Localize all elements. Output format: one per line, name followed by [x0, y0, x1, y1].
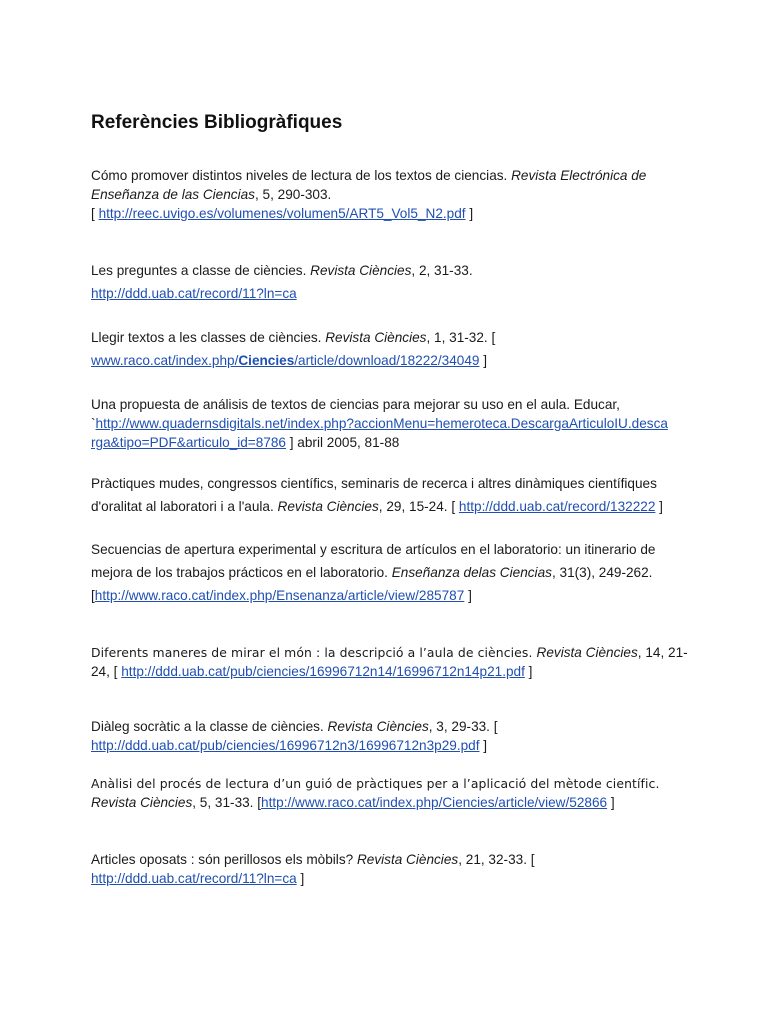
reference-6-link[interactable]: http://www.raco.cat/index.php/Ensenanza/article/view/285787 — [94, 588, 465, 603]
reference-3: Llegir textos a les classes de ciències. Revista Ciències, 1, 31-32. [ www.raco.cat/index.php/Ciencies/article/download/18222/34049 ] — [91, 330, 496, 368]
reference-9-link[interactable]: http://www.raco.cat/index.php/Ciencies/article/view/52866 — [261, 795, 608, 810]
reference-8-link[interactable]: http://ddd.uab.cat/pub/ciencies/16996712n3/16996712n3p29.pdf — [91, 738, 480, 753]
reference-1: Cómo promover distintos niveles de lectura de los textos de ciencias. Revista Electrónica de Enseñanza de las Ciencias, 5, 290-303. [ http://reec.uvigo.es/volumenes/volumen5/ART5_Vol5_N2.pdf ] — [91, 168, 647, 221]
reference-2-link[interactable]: http://ddd.uab.cat/record/11?ln=ca — [91, 286, 297, 301]
page-title: Referències Bibliogràfiques — [91, 112, 343, 133]
reference-7-link[interactable]: http://ddd.uab.cat/pub/ciencies/16996712n14/16996712n14p21.pdf — [121, 664, 525, 679]
reference-5: Pràctiques mudes, congressos científics, seminaris de recerca i altres dinàmiques científiques d'oralitat al laboratori i a l'aula. Revista Ciències, 29, 15-24. [ http://ddd.uab.cat/record/132222 ] — [91, 476, 663, 514]
reference-4: Una propuesta de análisis de textos de ciencias para mejorar su uso en el aula. Educar, `http://www.quadernsdigitals.net/index.php?accionMenu=hemeroteca.DescargaArticuloIU.desca rga&tipo=PDF&articulo_id=8786 ] abril 2005, 81-88 — [91, 397, 668, 450]
reference-4-link-part-2[interactable]: rga&tipo=PDF&articulo_id=8786 — [91, 435, 286, 450]
reference-5-link[interactable]: http://ddd.uab.cat/record/132222 — [458, 499, 656, 514]
reference-6: Secuencias de apertura experimental y escritura de artículos en el laboratorio: un itinerario de mejora de los trabajos prácticos en el laboratorio. Enseñanza delas Ciencias, 31(3), 249-262. [http://www.raco.cat/index.php/Ensenanza/article/view/285787 ] — [91, 542, 656, 603]
reference-3-link[interactable]: www.raco.cat/index.php/Ciencies/article/download/18222/34049 — [91, 353, 480, 368]
reference-9: Anàlisi del procés de lectura d’un guió de pràctiques per a l’aplicació del mètode científic. Revista Ciències, 5, 31-33. [http://www.raco.cat/index.php/Ciencies/article/view/52866 ] — [91, 776, 660, 810]
reference-1-link[interactable]: http://reec.uvigo.es/volumenes/volumen5/ART5_Vol5_N2.pdf — [98, 206, 466, 221]
reference-4-link-part-1[interactable]: http://www.quadernsdigitals.net/index.php?accionMenu=hemeroteca.DescargaArticuloIU.desca — [95, 416, 668, 431]
reference-10: Articles oposats : són perillosos els mòbils? Revista Ciències, 21, 32-33. [ http://ddd.uab.cat/record/11?ln=ca ] — [91, 852, 535, 886]
reference-10-link[interactable]: http://ddd.uab.cat/record/11?ln=ca — [91, 871, 297, 886]
reference-2: Les preguntes a classe de ciències. Revista Ciències, 2, 31-33. http://ddd.uab.cat/record/11?ln=ca — [91, 263, 473, 301]
reference-7: Diferents maneres de mirar el món : la descripció a l’aula de ciències. Revista Ciències, 14, 21- 24, [ http://ddd.uab.cat/pub/ciencies/16996712n14/16996712n14p21.pdf ] — [91, 645, 688, 679]
reference-8: Diàleg socràtic a la classe de ciències. Revista Ciències, 3, 29-33. [ http://ddd.uab.cat/pub/ciencies/16996712n3/16996712n3p29.pdf ] — [91, 719, 498, 753]
